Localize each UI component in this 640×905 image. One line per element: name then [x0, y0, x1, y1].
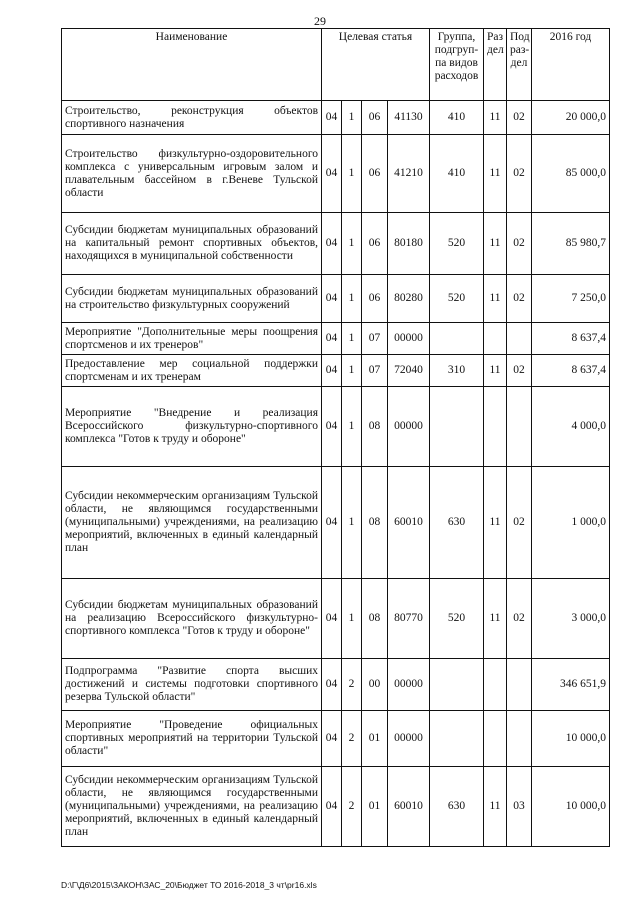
row-group-cell: 410 — [430, 135, 484, 213]
row-target-code-3: 07 — [362, 323, 388, 355]
row-target-code-2: 1 — [342, 135, 362, 213]
row-razdel-cell — [484, 659, 507, 711]
row-target-code-4: 60010 — [388, 767, 430, 847]
row-podrazdel-cell — [507, 387, 532, 467]
header-podrazdel: Под раз-дел — [507, 29, 532, 101]
row-target-code-2: 1 — [342, 467, 362, 579]
row-podrazdel-cell — [507, 323, 532, 355]
row-group-cell: 630 — [430, 767, 484, 847]
table-row — [62, 213, 610, 275]
table-row — [62, 135, 610, 213]
row-target-code-2: 1 — [342, 101, 362, 135]
row-target-code-1: 04 — [322, 323, 342, 355]
header-name: Наименование — [62, 29, 322, 101]
row-target-code-2: 1 — [342, 323, 362, 355]
row-target-code-3: 01 — [362, 711, 388, 767]
row-target-code-4: 72040 — [388, 355, 430, 387]
row-name-cell: Субсидии некоммерческим организациям Тульской области, не являющимся государственными (муниципальными) учреждениями, на реализацию мероприятий, включенных в единый календарный план — [62, 767, 322, 847]
row-amount-cell: 1 000,0 — [532, 467, 610, 579]
row-target-code-2: 2 — [342, 767, 362, 847]
row-podrazdel-cell — [507, 711, 532, 767]
row-target-code-4: 00000 — [388, 387, 430, 467]
row-target-code-2: 1 — [342, 355, 362, 387]
row-target-code-2: 1 — [342, 579, 362, 659]
row-podrazdel-cell: 02 — [507, 467, 532, 579]
row-target-code-4: 41210 — [388, 135, 430, 213]
row-group-cell — [430, 387, 484, 467]
row-group-cell — [430, 711, 484, 767]
row-target-code-3: 01 — [362, 767, 388, 847]
row-target-code-2: 2 — [342, 711, 362, 767]
row-amount-cell: 7 250,0 — [532, 275, 610, 323]
header-razdel: Раз дел — [484, 29, 507, 101]
header-group: Группа, подгруп-па видов расходов — [430, 29, 484, 101]
row-name-cell: Строительство физкультурно-оздоровительного комплекса с универсальным игровым залом и плавательным бассейном в г.Веневе Тульской области — [62, 135, 322, 213]
row-razdel-cell: 11 — [484, 467, 507, 579]
row-target-code-4: 80180 — [388, 213, 430, 275]
row-amount-cell: 10 000,0 — [532, 711, 610, 767]
row-target-code-4: 00000 — [388, 323, 430, 355]
row-razdel-cell: 11 — [484, 767, 507, 847]
table-row — [62, 659, 610, 711]
budget-table — [61, 28, 610, 847]
row-razdel-cell: 11 — [484, 275, 507, 323]
row-name-cell: Субсидии бюджетам муниципальных образований на капитальный ремонт спортивных объектов, находящихся в муниципальной собственности — [62, 213, 322, 275]
row-target-code-4: 80280 — [388, 275, 430, 323]
row-target-code-4: 80770 — [388, 579, 430, 659]
row-name-cell: Субсидии бюджетам муниципальных образований на реализацию Всероссийского физкультурно-спортивного комплекса "Готов к труду и обороне" — [62, 579, 322, 659]
row-razdel-cell — [484, 711, 507, 767]
row-amount-cell: 346 651,9 — [532, 659, 610, 711]
row-target-code-1: 04 — [322, 659, 342, 711]
row-razdel-cell — [484, 323, 507, 355]
row-target-code-3: 06 — [362, 101, 388, 135]
row-target-code-4: 00000 — [388, 711, 430, 767]
row-name-cell: Мероприятие "Внедрение и реализация Всероссийского физкультурно-спортивного комплекса "Готов к труду и обороне" — [62, 387, 322, 467]
row-target-code-3: 08 — [362, 579, 388, 659]
row-target-code-3: 06 — [362, 213, 388, 275]
table-row — [62, 275, 610, 323]
row-razdel-cell: 11 — [484, 579, 507, 659]
row-target-code-3: 07 — [362, 355, 388, 387]
row-amount-cell: 8 637,4 — [532, 323, 610, 355]
table-row — [62, 467, 610, 579]
row-amount-cell: 10 000,0 — [532, 767, 610, 847]
row-target-code-2: 1 — [342, 387, 362, 467]
row-target-code-1: 04 — [322, 135, 342, 213]
row-group-cell — [430, 323, 484, 355]
row-target-code-1: 04 — [322, 387, 342, 467]
row-podrazdel-cell: 02 — [507, 275, 532, 323]
table-row — [62, 711, 610, 767]
row-group-cell: 520 — [430, 213, 484, 275]
row-razdel-cell: 11 — [484, 101, 507, 135]
row-target-code-3: 08 — [362, 387, 388, 467]
table-row — [62, 101, 610, 135]
row-target-code-3: 00 — [362, 659, 388, 711]
row-razdel-cell: 11 — [484, 213, 507, 275]
table-header-row — [62, 29, 610, 101]
row-target-code-1: 04 — [322, 579, 342, 659]
row-amount-cell: 20 000,0 — [532, 101, 610, 135]
row-target-code-1: 04 — [322, 711, 342, 767]
row-target-code-1: 04 — [322, 101, 342, 135]
row-target-code-1: 04 — [322, 767, 342, 847]
row-amount-cell: 85 980,7 — [532, 213, 610, 275]
row-podrazdel-cell: 02 — [507, 355, 532, 387]
row-podrazdel-cell: 03 — [507, 767, 532, 847]
row-amount-cell: 4 000,0 — [532, 387, 610, 467]
table-row — [62, 387, 610, 467]
row-group-cell: 630 — [430, 467, 484, 579]
row-podrazdel-cell: 02 — [507, 135, 532, 213]
row-name-cell: Предоставление мер социальной поддержки спортсменам и их тренерам — [62, 355, 322, 387]
row-podrazdel-cell: 02 — [507, 579, 532, 659]
row-name-cell: Мероприятие "Проведение официальных спортивных мероприятий на территории Тульской области" — [62, 711, 322, 767]
row-target-code-3: 08 — [362, 467, 388, 579]
row-amount-cell: 3 000,0 — [532, 579, 610, 659]
row-name-cell: Мероприятие "Дополнительные меры поощрения спортсменов и их тренеров" — [62, 323, 322, 355]
row-target-code-1: 04 — [322, 467, 342, 579]
row-group-cell: 520 — [430, 579, 484, 659]
table-row — [62, 767, 610, 847]
row-name-cell: Субсидии некоммерческим организациям Тульской области, не являющимся государственными (муниципальными) учреждениями, на реализацию мероприятий, включенных в единый календарный план — [62, 467, 322, 579]
file-path-footer: D:\Г\Д6\2015\ЗАКОН\ЗАС_20\Бюджет ТО 2016-2018_3 чт\pr16.xls — [61, 880, 317, 890]
table-body — [62, 101, 610, 847]
row-target-code-4: 41130 — [388, 101, 430, 135]
row-razdel-cell: 11 — [484, 355, 507, 387]
row-group-cell: 310 — [430, 355, 484, 387]
table-row — [62, 355, 610, 387]
row-amount-cell: 85 000,0 — [532, 135, 610, 213]
row-razdel-cell: 11 — [484, 135, 507, 213]
row-target-code-2: 2 — [342, 659, 362, 711]
page-number: 29 — [314, 14, 326, 28]
row-name-cell: Строительство, реконструкция объектов спортивного назначения — [62, 101, 322, 135]
row-target-code-4: 60010 — [388, 467, 430, 579]
table-row — [62, 579, 610, 659]
row-group-cell: 520 — [430, 275, 484, 323]
row-name-cell: Субсидии бюджетам муниципальных образований на строительство физкультурных сооружений — [62, 275, 322, 323]
row-group-cell — [430, 659, 484, 711]
row-target-code-2: 1 — [342, 213, 362, 275]
header-year: 2016 год — [532, 29, 610, 101]
row-target-code-4: 00000 — [388, 659, 430, 711]
row-target-code-2: 1 — [342, 275, 362, 323]
row-amount-cell: 8 637,4 — [532, 355, 610, 387]
table-row — [62, 323, 610, 355]
row-target-code-3: 06 — [362, 275, 388, 323]
row-razdel-cell — [484, 387, 507, 467]
row-name-cell: Подпрограмма "Развитие спорта высших достижений и системы подготовки спортивного резерва Тульской области" — [62, 659, 322, 711]
row-target-code-1: 04 — [322, 213, 342, 275]
header-target: Целевая статья — [322, 29, 430, 101]
row-podrazdel-cell: 02 — [507, 213, 532, 275]
row-target-code-1: 04 — [322, 355, 342, 387]
row-group-cell: 410 — [430, 101, 484, 135]
row-target-code-3: 06 — [362, 135, 388, 213]
row-podrazdel-cell: 02 — [507, 101, 532, 135]
row-target-code-1: 04 — [322, 275, 342, 323]
row-podrazdel-cell — [507, 659, 532, 711]
